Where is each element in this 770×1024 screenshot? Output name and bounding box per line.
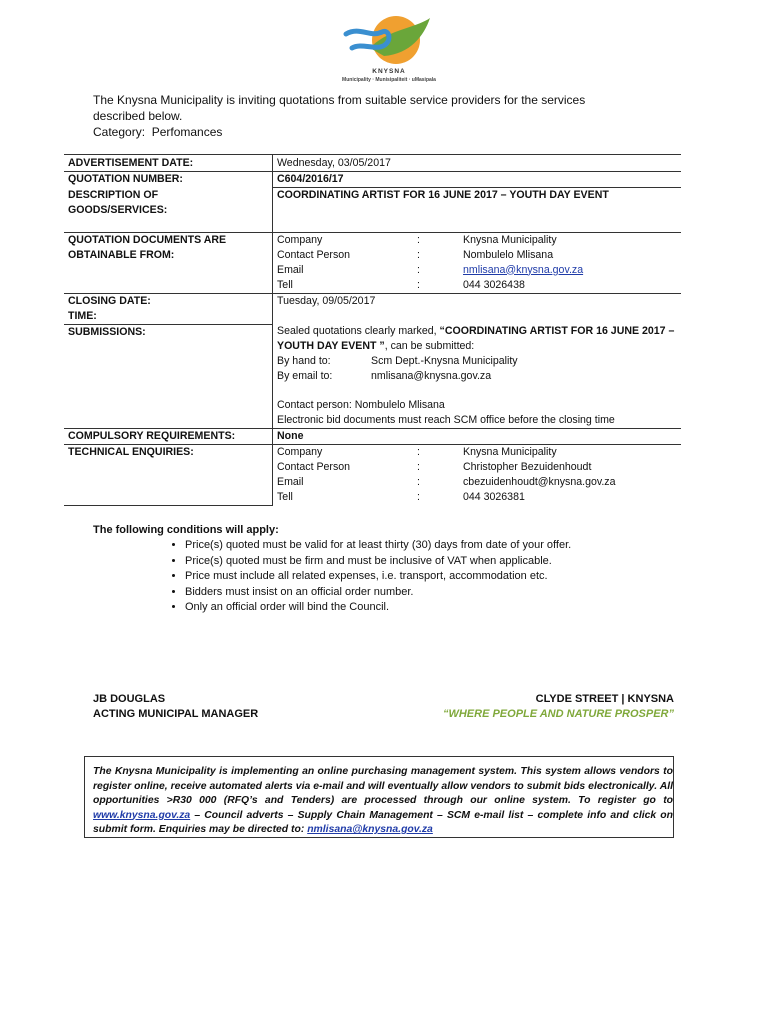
submissions-label: SUBMISSIONS: xyxy=(64,324,273,429)
list-item: • Price must include all related expenses, i.e. transport, accommodation etc. xyxy=(185,569,571,585)
list-item: • Price(s) quoted must be valid for at least thirty (30) days from date of your offer. xyxy=(185,538,571,554)
electronic-bid-line: Electronic bid documents must reach SCM office before the closing time xyxy=(277,414,615,426)
online-system-notice xyxy=(84,756,674,838)
conditions-list xyxy=(145,538,571,616)
conditions-title: The following conditions will apply: xyxy=(93,524,279,536)
compulsory-label: COMPULSORY REQUIREMENTS: xyxy=(64,429,273,445)
notice-text-2: – Council adverts – Supply Chain Management – SCM e-mail list – complete info and click on submit form. Enquiries may be directed to: xyxy=(93,809,673,835)
category-line xyxy=(93,124,653,140)
time-value xyxy=(273,309,682,325)
advert-date-value: Wednesday, 03/05/2017 xyxy=(273,155,682,172)
table-row xyxy=(64,429,681,445)
notice-text-1: The Knysna Municipality is implementing an online purchasing management system. This system allows vendors to register online, receive automated alerts via e-mail and will eventually allow vendors to submit bids electronically. All opportunities >R30 000 (RFQ’s and Tenders) are processed through our online system. To register go to xyxy=(93,766,673,806)
time-label: TIME: xyxy=(64,309,273,325)
address-line: CLYDE STREET | KNYSNA xyxy=(535,693,674,705)
table-row xyxy=(64,188,681,233)
compulsory-value: None xyxy=(273,429,682,445)
quotation-details-table xyxy=(64,154,681,506)
table-row xyxy=(64,445,681,506)
table-row xyxy=(64,309,681,325)
description-value: COORDINATING ARTIST FOR 16 JUNE 2017 – YOUTH DAY EVENT xyxy=(273,188,682,233)
documents-contacts xyxy=(273,232,682,293)
email-link[interactable]: nmlisana@knysna.gov.za xyxy=(463,263,584,276)
knysna-logo xyxy=(326,8,452,88)
intro-line-2: described below. xyxy=(93,109,183,123)
list-item: Email : cbezuidenhoudt@knysna.gov.za xyxy=(277,476,616,488)
category-label: Category: xyxy=(93,125,146,139)
technical-enquiries-label: TECHNICAL ENQUIRIES: xyxy=(64,445,273,506)
description-label-line-1: DESCRIPTION OF xyxy=(68,188,159,201)
by-hand-line: By hand to: Scm Dept.-Knysna Municipality xyxy=(277,355,518,367)
intro-line-1: The Knysna Municipality is inviting quotations from suitable service providers for the services xyxy=(93,93,586,107)
contact-person-line: Contact person: Nombulelo Mlisana xyxy=(277,399,445,411)
list-item: Tell : 044 3026381 xyxy=(277,491,525,503)
list-item: • Only an official order will bind the Council. xyxy=(185,600,571,616)
logo-wordmark: KNYSNA xyxy=(372,68,406,75)
signatory-block xyxy=(93,692,258,722)
signatory-name: JB DOUGLAS xyxy=(93,693,166,705)
submission-line-1: Sealed quotations clearly marked, “COORDINATING ARTIST FOR 16 JUNE 2017 – xyxy=(277,325,675,337)
logo-subtitle: Municipality · Munisipaliteit · uMasipala xyxy=(342,77,436,83)
address-block xyxy=(440,692,674,722)
table-row xyxy=(64,293,681,309)
list-item: Email : nmlisana@knysna.gov.za xyxy=(277,263,677,278)
category-value: Perfomances xyxy=(151,125,223,139)
list-item: Company : Knysna Municipality xyxy=(277,446,557,458)
closing-date-value: Tuesday, 09/05/2017 xyxy=(273,293,682,309)
advert-date-label: ADVERTISEMENT DATE: xyxy=(64,155,273,172)
by-email-line: By email to: nmlisana@knysna.gov.za xyxy=(277,370,492,382)
list-item: • Bidders must insist on an official order number. xyxy=(185,585,571,601)
description-label xyxy=(64,188,273,233)
table-row xyxy=(64,324,681,429)
slogan: “WHERE PEOPLE AND NATURE PROSPER” xyxy=(442,708,674,720)
list-item: Contact Person : Christopher Bezuidenhoudt xyxy=(277,461,592,473)
quotation-number-label: QUOTATION NUMBER: xyxy=(64,172,273,188)
list-item: Tell : 044 3026438 xyxy=(277,278,525,291)
website-link[interactable]: www.knysna.gov.za xyxy=(93,809,191,821)
documents-label xyxy=(64,232,273,293)
enquiries-email-link[interactable]: nmlisana@knysna.gov.za xyxy=(307,824,433,835)
documents-label-line-1: QUOTATION DOCUMENTS ARE xyxy=(68,233,227,246)
table-row xyxy=(64,232,681,293)
technical-contacts xyxy=(273,445,682,506)
description-label-line-2: GOODS/SERVICES: xyxy=(68,203,168,216)
documents-label-line-2: OBTAINABLE FROM: xyxy=(68,248,175,261)
closing-date-label: CLOSING DATE: xyxy=(64,293,273,309)
table-row xyxy=(64,155,681,172)
intro-paragraph xyxy=(93,92,653,140)
table-row xyxy=(64,172,681,188)
submission-line-2: YOUTH DAY EVENT ”, can be submitted: xyxy=(277,340,475,352)
signatory-title: ACTING MUNICIPAL MANAGER xyxy=(93,708,259,720)
list-item: Company : Knysna Municipality xyxy=(277,233,557,246)
submissions-value xyxy=(273,324,682,429)
list-item: • Price(s) quoted must be firm and must be inclusive of VAT when applicable. xyxy=(185,554,571,570)
list-item: Contact Person : Nombulelo Mlisana xyxy=(277,248,554,261)
quotation-number-value: C604/2016/17 xyxy=(273,172,682,188)
